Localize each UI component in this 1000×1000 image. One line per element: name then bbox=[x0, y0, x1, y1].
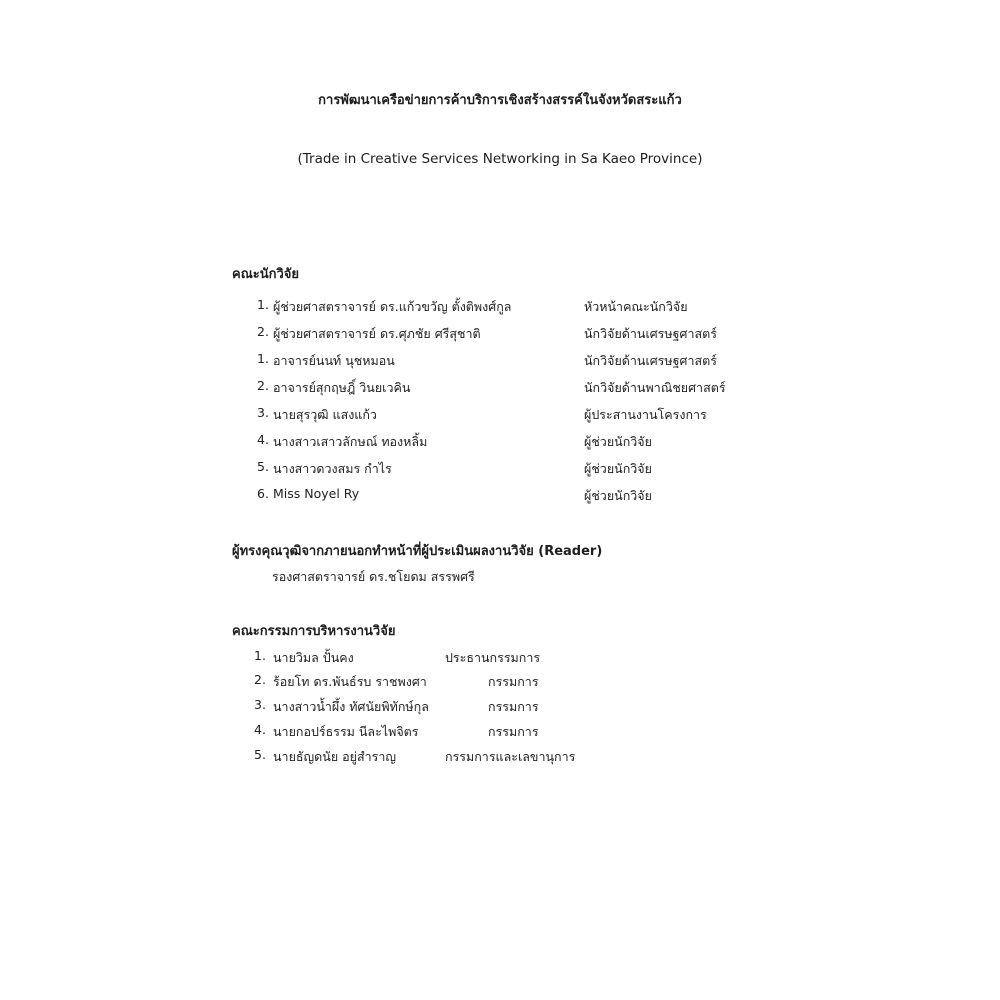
researcher-number: 6. bbox=[257, 486, 269, 501]
researcher-name: นายสุรวุฒิ แสงแก้ว bbox=[273, 407, 377, 422]
researcher-name: ผู้ช่วยศาสตราจารย์ ดร.แก้วขวัญ ตั้งติพงศ์กูล bbox=[273, 299, 512, 314]
committee-role: กรรมการ bbox=[488, 699, 539, 714]
researcher-number: 1. bbox=[257, 297, 269, 312]
committee-name: นายกอปร์ธรรม นีละไพจิตร bbox=[273, 724, 419, 739]
committee-role: ประธานกรรมการ bbox=[445, 650, 541, 665]
committee-number: 5. bbox=[254, 747, 266, 762]
researcher-number: 2. bbox=[257, 324, 269, 339]
reader-heading: ผู้ทรงคุณวุฒิจากภายนอกทำหน้าที่ผู้ประเมินผลงานวิจัย (Reader) bbox=[232, 544, 603, 559]
researcher-role: หัวหน้าคณะนักวิจัย bbox=[584, 299, 688, 314]
committee-heading: คณะกรรมการบริหารงานวิจัย bbox=[232, 624, 396, 639]
researcher-role: ผู้ช่วยนักวิจัย bbox=[584, 434, 652, 449]
document-title-english: (Trade in Creative Services Networking in Sa Kaeo Province) bbox=[297, 151, 703, 167]
committee-number: 4. bbox=[254, 722, 266, 737]
committee-number: 3. bbox=[254, 697, 266, 712]
researcher-name: อาจารย์สุกฤษฎิ์ วินยเวคิน bbox=[273, 380, 411, 395]
researcher-name: ผู้ช่วยศาสตราจารย์ ดร.ศุภชัย ศรีสุชาติ bbox=[273, 326, 481, 341]
document-title-thai: การพัฒนาเครือข่ายการค้าบริการเชิงสร้างสรรค์ในจังหวัดสระแก้ว bbox=[318, 93, 682, 108]
committee-role: กรรมการและเลขานุการ bbox=[445, 749, 576, 764]
researcher-role: ผู้ช่วยนักวิจัย bbox=[584, 488, 652, 503]
committee-role: กรรมการ bbox=[488, 674, 539, 689]
reader-name: รองศาสตราจารย์ ดร.ชโยดม สรรพศรี bbox=[272, 569, 475, 584]
researcher-number: 3. bbox=[257, 405, 269, 420]
researcher-role: ผู้ประสานงานโครงการ bbox=[584, 407, 707, 422]
researchers-heading: คณะนักวิจัย bbox=[232, 267, 300, 282]
committee-name: นายธัญดนัย อยู่สำราญ bbox=[273, 749, 396, 764]
committee-number: 2. bbox=[254, 672, 266, 687]
researcher-name: นางสาวเสาวลักษณ์ ทองหลิ้ม bbox=[273, 434, 428, 449]
researcher-role: นักวิจัยด้านเศรษฐศาสตร์ bbox=[584, 326, 717, 341]
committee-name: นายวิมล ปั้นคง bbox=[273, 650, 354, 665]
researcher-number: 4. bbox=[257, 432, 269, 447]
researcher-number: 2. bbox=[257, 378, 269, 393]
researcher-number: 5. bbox=[257, 459, 269, 474]
researcher-number: 1. bbox=[257, 351, 269, 366]
committee-role: กรรมการ bbox=[488, 724, 539, 739]
researcher-role: นักวิจัยด้านพาณิชยศาสตร์ bbox=[584, 380, 726, 395]
researcher-name: Miss Noyel Ry bbox=[273, 486, 360, 501]
committee-name: ร้อยโท ดร.พันธ์รบ ราชพงศา bbox=[273, 674, 427, 689]
researcher-role: ผู้ช่วยนักวิจัย bbox=[584, 461, 652, 476]
researcher-name: นางสาวดวงสมร กำไร bbox=[273, 461, 392, 476]
committee-name: นางสาวน้ำผึ้ง ทัศนัยพิทักษ์กุล bbox=[273, 699, 429, 714]
researcher-role: นักวิจัยด้านเศรษฐศาสตร์ bbox=[584, 353, 717, 368]
researcher-name: อาจารย์นนท์ นุชหมอน bbox=[273, 353, 395, 368]
committee-number: 1. bbox=[254, 648, 266, 663]
